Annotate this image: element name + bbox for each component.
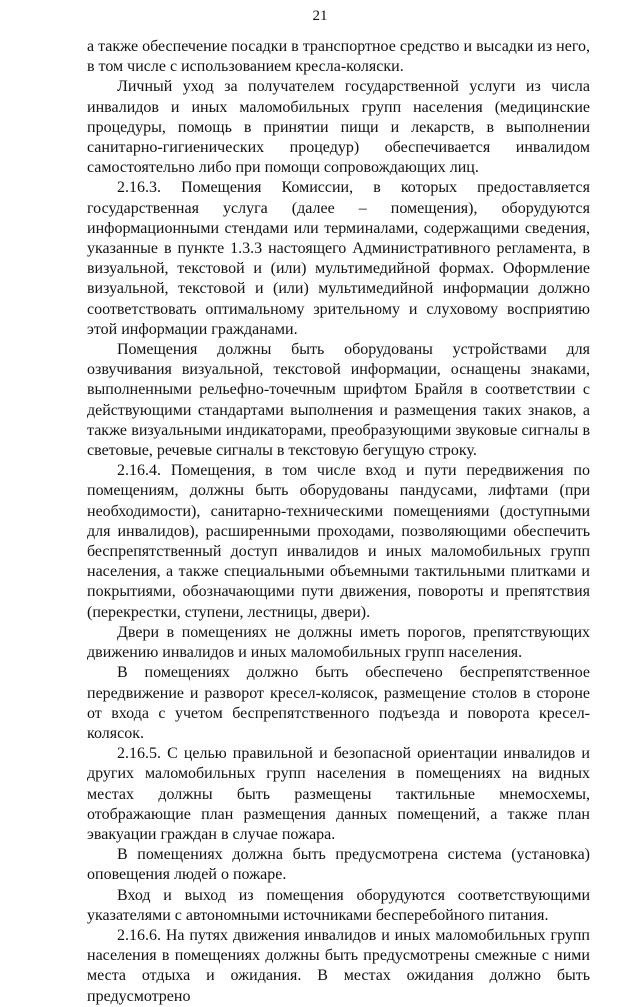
document-body [87, 37, 590, 1007]
paragraph-section-2-16-5: 2.16.5. С целью правильной и безопасной ориентации инвалидов и других маломобильных групп населения в помещениях на видных местах должны быть размещены тактильные мнемосхемы, отображающие план размещения данных помещений, а также план эвакуации граждан в случае пожара. [87, 745, 590, 843]
paragraph-section-2-16-4: 2.16.4. Помещения, в том числе вход и пути передвижения по помещениям, должны быть оборудованы пандусами, лифтами (при необходимости), санитарно-техническими помещениями (доступными для инвалидов), расширенными проходами, позволяющими обеспечить беспрепятственный доступ инвалидов и иных маломобильных групп населения, а также специальными объемными тактильными плитками и покрытиями, обозначающими пути движения, повороты и препятствия (перекрестки, ступени, лестницы, двери). [87, 462, 590, 621]
paragraph: Помещения должны быть оборудованы устройствами для озвучивания визуальной, текстовой информации, оснащены знаками, выполненными рельефно-точечным шрифтом Брайля в соответствии с действующими стандартами выполнения и размещения таких знаков, а также визуальными индикаторами, преобразующими звуковые сигналы в световые, речевые сигналы в текстовую бегущую строку. [87, 341, 590, 460]
paragraph-section-2-16-3: 2.16.3. Помещения Комиссии, в которых предоставляется государственная услуга (далее – помещения), оборудуются информационными стендами или терминалами, содержащими сведения, указанные в пункте 1.3.3 настоящего Административного регламента, в визуальной, текстовой и (или) мультимедийной формах. Оформление визуальной, текстовой и (или) мультимедийной информации должно соответствовать оптимальному зрительному и слуховому восприятию этой информации гражданами. [87, 179, 590, 338]
page-number: 21 [312, 8, 328, 24]
paragraph: В помещениях должно быть обеспечено беспрепятственное передвижение и разворот кресел-колясок, размещение столов в стороне от входа с учетом беспрепятственного подъезда и поворота кресел-колясок. [87, 664, 590, 742]
paragraph: Вход и выход из помещения оборудуются соответствующими указателями с автономными источниками бесперебойного питания. [87, 886, 590, 924]
paragraph: Личный уход за получателем государственной услуги из числа инвалидов и иных маломобильных групп населения (медицинские процедуры, помощь в принятии пищи и лекарств, в выполнении санитарно-гигиенических процедур) обеспечивается инвалидом самостоятельно либо при помощи сопровождающих лиц. [87, 78, 590, 177]
paragraph: В помещениях должна быть предусмотрена система (установка) оповещения людей о пожаре. [87, 846, 590, 884]
paragraph-section-2-16-6: 2.16.6. На путях движения инвалидов и иных маломобильных групп населения в помещениях должны быть предусмотрены смежные с ними места отдыха и ожидания. В местах ожидания должно быть предусмотрено [87, 926, 590, 1005]
paragraph: а также обеспечение посадки в транспортное средство и высадки из него, в том числе с использованием кресла-коляски. [87, 38, 590, 76]
paragraph: Двери в помещениях не должны иметь порогов, препятствующих движению инвалидов и иных маломобильных групп населения. [87, 623, 590, 662]
